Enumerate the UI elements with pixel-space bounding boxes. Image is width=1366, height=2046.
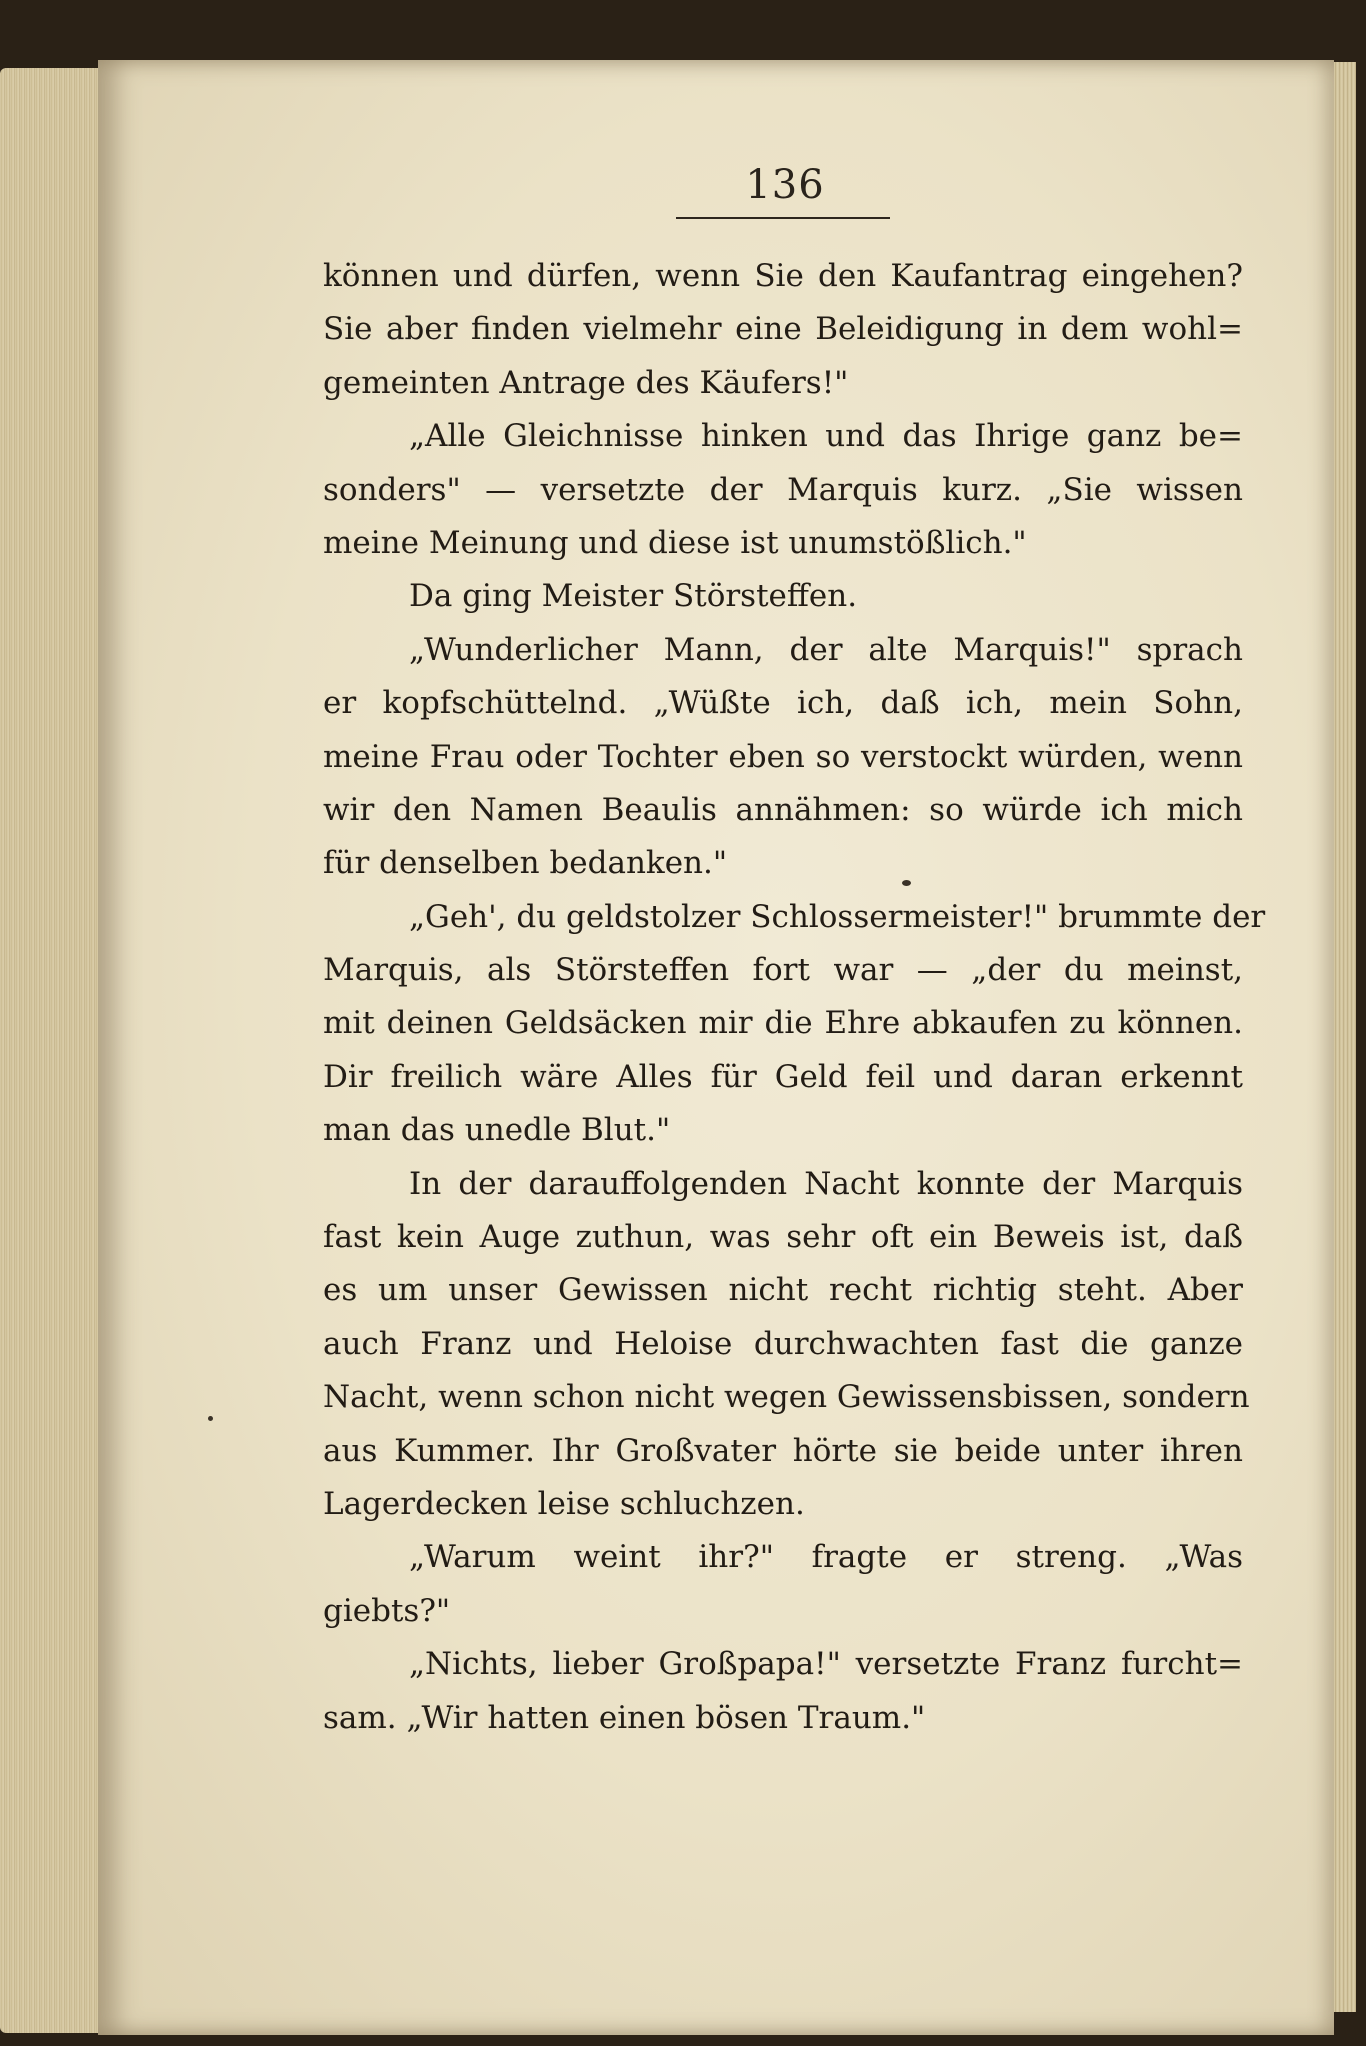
text-line: Nacht, wenn schon nicht wegen Gewissensbissen, sondern bbox=[323, 1379, 1250, 1416]
text-line: er kopfschüttelnd. „Wüßte ich, daß ich, mein Sohn, bbox=[323, 685, 1243, 722]
text-line: können und dürfen, wenn Sie den Kaufantrag eingehen? bbox=[323, 258, 1243, 294]
text-line: gemeinten Antrage des Käufers!" bbox=[323, 364, 849, 401]
text-line: Lagerdecken leise schluchzen. bbox=[323, 1485, 805, 1522]
text-line: „Geh', du geldstolzer Schlossermeister!" brummte der bbox=[409, 898, 1266, 935]
text-line: giebts?" bbox=[323, 1592, 451, 1629]
text-line: Da ging Meister Störsteffen. bbox=[409, 578, 858, 615]
body-text bbox=[323, 250, 1266, 1745]
book-block-left-edges bbox=[0, 68, 105, 2033]
text-line: „Nichts, lieber Großpapa!" versetzte Franz furcht= bbox=[409, 1646, 1243, 1683]
text-line: es um unser Gewissen nicht recht richtig steht. Aber bbox=[323, 1272, 1243, 1309]
text-line: sonders" — versetzte der Marquis kurz. „Sie wissen bbox=[323, 471, 1243, 508]
text-line: aus Kummer. Ihr Großvater hörte sie beide unter ihren bbox=[323, 1432, 1243, 1469]
text-line: Marquis, als Störsteffen fort war — „der du meinst, bbox=[323, 952, 1243, 989]
text-line: sam. „Wir hatten einen bösen Traum." bbox=[323, 1699, 926, 1736]
text-line: wir den Namen Beaulis annähmen: so würde ich mich bbox=[323, 791, 1243, 828]
header-rule bbox=[676, 217, 890, 219]
text-line: auch Franz und Heloise durchwachten fast die ganze bbox=[323, 1325, 1243, 1362]
text-line: „Alle Gleichnisse hinken und das Ihrige ganz be= bbox=[409, 418, 1243, 455]
text-line: fast kein Auge zuthun, was sehr oft ein Beweis ist, daß bbox=[323, 1219, 1243, 1256]
text-line: Dir freilich wäre Alles für Geld feil und daran erkennt bbox=[323, 1058, 1243, 1095]
text-line: In der darauffolgenden Nacht konnte der Marquis bbox=[409, 1165, 1243, 1202]
text-line: mit deinen Geldsäcken mir die Ehre abkaufen zu können. bbox=[323, 1005, 1243, 1042]
ink-speck bbox=[902, 880, 911, 886]
text-line: Sie aber finden vielmehr eine Beleidigung in dem wohl= bbox=[323, 311, 1243, 348]
text-line: „Warum weint ihr?" fragte er streng. „Was bbox=[409, 1539, 1243, 1576]
text-line: „Wunderlicher Mann, der alte Marquis!" sprach bbox=[409, 631, 1243, 668]
page-number: 136 bbox=[745, 162, 825, 208]
text-line: man das unedle Blut." bbox=[323, 1112, 671, 1149]
text-line: meine Frau oder Tochter eben so verstockt würden, wenn bbox=[323, 738, 1243, 775]
ink-speck bbox=[208, 1416, 213, 1421]
text-line: für denselben bedanken." bbox=[323, 845, 728, 882]
text-line: meine Meinung und diese ist unumstößlich." bbox=[323, 524, 1027, 561]
